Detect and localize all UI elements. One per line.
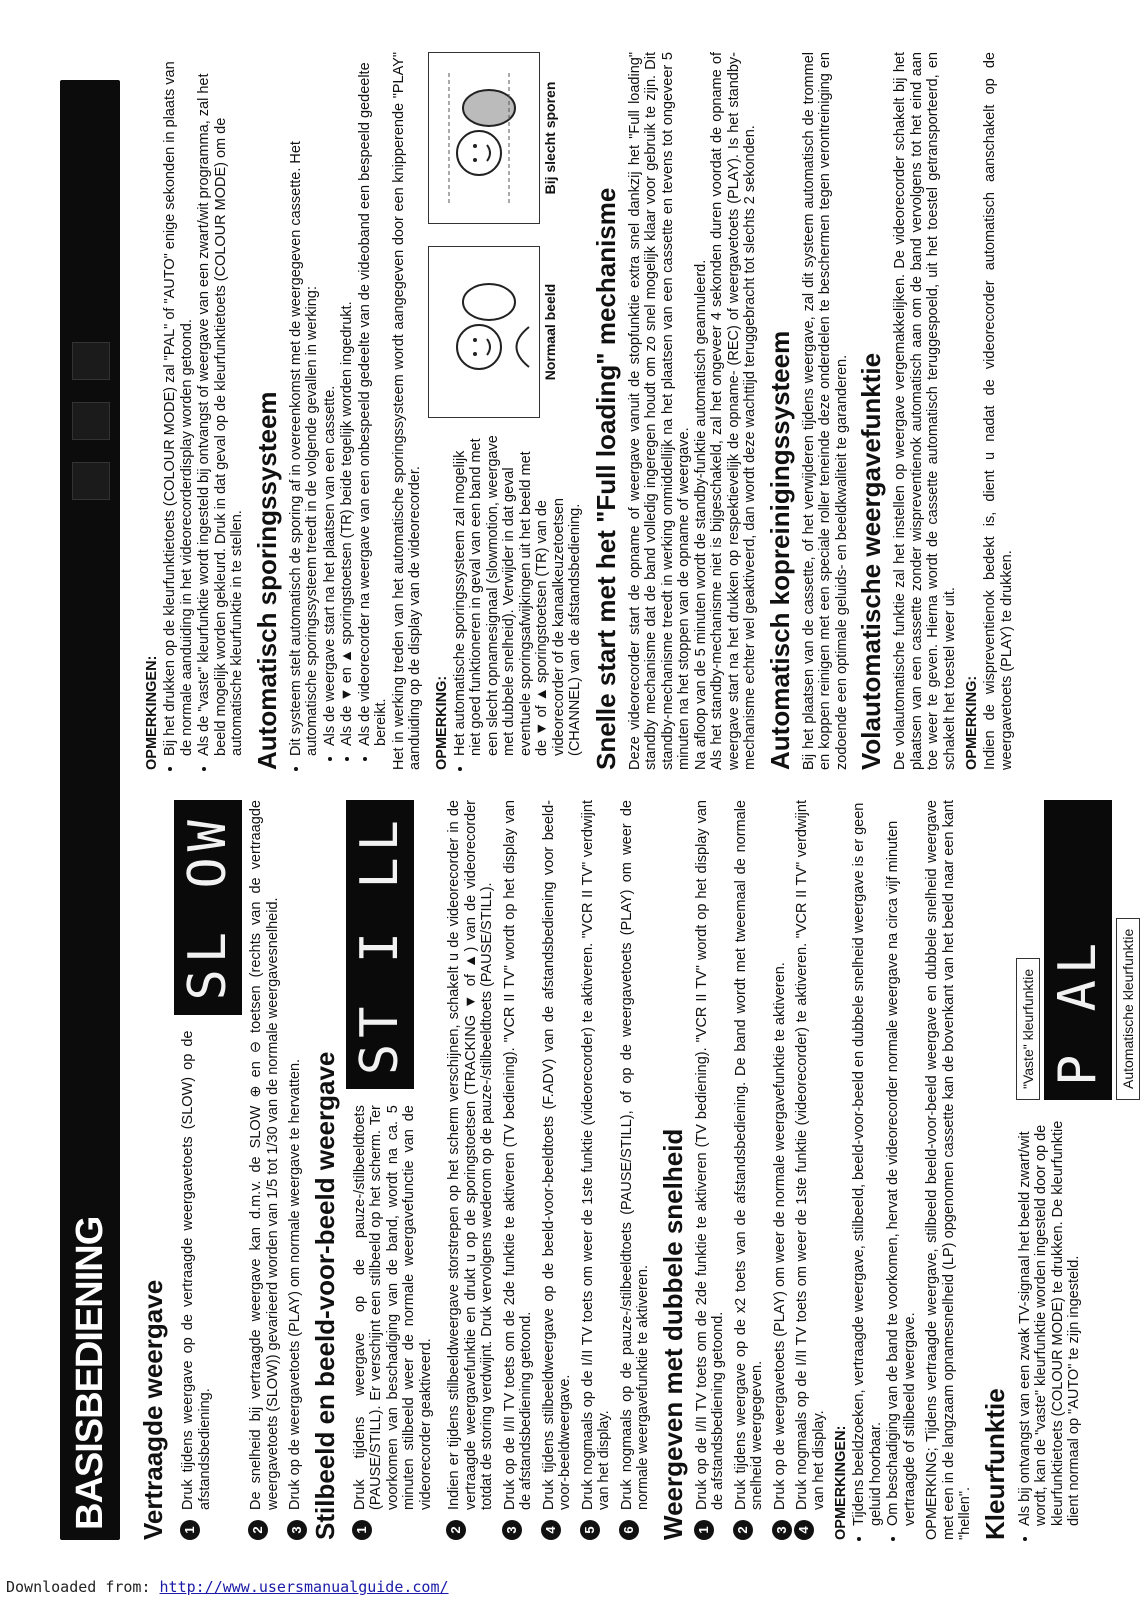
tracking-bullet-3: • Als de videorecorder na weergave van een onbespeeld gedeelte van de videoband een bespeeld gedeelte bereikt. <box>357 52 390 746</box>
display-pal: P AL <box>1044 800 1112 1100</box>
still-step-5: Druk nogmaals op de I/II TV toets om weer de 1ste funktie (videorecorder) te aktiveren. "VCR II TV" verdwijnt van het display. <box>579 800 612 1510</box>
section-title: BASISBEDIENING <box>69 1216 111 1530</box>
heading-full-loading: Snelle start met het "Full loading" mechanisme <box>590 187 621 770</box>
heading-head-cleaning: Automatisch kopreinigingssysteem <box>764 330 795 770</box>
full-auto-note: Indien de wispreventienok bedekt is, dient u nadat de videorecorder automatisch aanschakelt op de weergavetoets (PLAY) te drukken. <box>982 52 1015 770</box>
still-step-4: Druk tijdens stilbeeldweergave op de beeld-voor-beeldtoets (F.ADV) van de afstandsbediening voor beeld-voor-beeldweergave. <box>540 800 573 1510</box>
double-step-2: Druk tijdens weergave op de x2 toets van de afstandsbediening. De band wordt met tweemaal de normale snelheid weergegeven. <box>732 800 765 1510</box>
slow-step-3: Druk op de weergavetoets (PLAY) om normale weergave te hervatten. <box>287 1058 303 1510</box>
download-footer <box>6 1578 449 1596</box>
heading-slow-playback: Vertraagde weergave <box>138 1279 168 1540</box>
double-note-2: • Om beschadiging van de band te voorkomen, hervat de videorecorder normale weergave na circa vijf minuten vertraagde of stilbeeld weergave. <box>885 800 918 1526</box>
full-loading-p1: Deze videorecorder start de opname of weergave vanuit de stopfunktie extra snel dankzij het "Full loading" standby mechanisme dat de band volledig ingeregen houdt om zo snel mogelijk klaar voor gebruik te zijn. Dit standby-mechanisme treedt in werking onmiddellijk na het plaatsen van een cassette en tevens tot ongeveer 5 minuten na het stoppen van de opname of weergave. <box>626 52 692 770</box>
heading-double-speed: Weergeven met dubbele snelheid <box>657 1128 688 1540</box>
footer-prefix: Downloaded from: <box>6 1578 160 1596</box>
tracking-note-title: OPMERKING: <box>433 675 450 770</box>
label-fixed-colour: "Vaste" kleurfunktie <box>1016 958 1040 1100</box>
tracking-after: Het in werking treden van het automatische sporingssysteem wordt aangegeven door een knipperende "PLAY" aanduiding op de display van de videorecorder. <box>390 52 423 770</box>
heading-colour: Kleurfunktie <box>979 1388 1010 1540</box>
full-loading-p2: Na afloop van de 5 minuten wordt de standby-funktie automatisch geannuleerd. <box>692 259 709 770</box>
full-auto-p1: De volautomatische funktie zal het instellen op weergave vergemakkelijken. De videorecorder schakelt bij het plaatsen van een cassette zonder wispreventienok automatisch aan om de band vervolgens tot het eind aan toe weer te geven. Hierna wordt de cassette automatisch teruggespoeld, uit het toestel getransporteerd, en schakelt het toestel weer uit. <box>892 52 958 770</box>
tracking-bullet-1: • Als de weergave start na het plaatsen van een cassette. <box>322 52 339 746</box>
double-step-1: Druk op de I/II TV toets om de 2de funktie te aktiveren (TV bediening). "VCR II TV" wordt op het display van de afstandsbediening getoond. <box>693 800 726 1510</box>
full-loading-p3: Als het standby-mechanisme niet is bijgeschakeld, zal het ongeveer 4 sekonden duren voordat de opname of weergave start na het drukken op respektievelijk de opname- (REC) of weergavetoets (PLAY). Is het standby-mechanisme echter wel geaktiveerd, dan wordt deze wachttijd teruggebracht tot slechts 2 sekonden. <box>709 52 758 770</box>
tracking-bullet-2: • Als de ▼ en ▲ sporingstoetsen (TR) beide tegelijk worden ingedrukt. <box>339 52 356 746</box>
heading-still: Stilbeeld en beeld-voor-beeld weergave <box>309 1051 340 1540</box>
footer-link[interactable]: http://www.usersmanualguide.com/ <box>159 1578 449 1596</box>
slow-step-2: De snelheid bij vertraagde weergave kan d.m.v. de SLOW ⊕ en ⊖ toetsen (rechts van de vertraagde weergavetoets (SLOW)) gevarieerd worden van 1/5 tot 1/30 van de normale weergavesnelheid. <box>248 800 281 1510</box>
still-step-2: Indien er tijdens stilbeeldweergave storstrepen op het scherm verschijnen, schakelt u de videorecorder in de vertraagde weergavefunktie en drukt u op de sporingstoetsen (TRACKING ▼ of ▲) van de videorecorder totdat de storing verdwijnt. Druk vervolgens wederom op de pauze-/stilbeeldtoets (PAUSE/STILL). <box>446 800 495 1510</box>
label-auto-colour: Automatische kleurfunktie <box>1116 918 1140 1100</box>
still-step-3: Druk op de I/II TV toets om de 2de funktie te aktiveren (TV bediening). "VCR II TV" wordt op het display van de afstandsbediening getoond. <box>501 800 534 1510</box>
double-note-1: • Tijdens beeldzoeken, vertraagde weergave, stilbeeld, beeld-voor-beeld en dubbele snelheid weergave is er geen geluid hoorbaar. <box>851 800 884 1526</box>
normal-picture-illustration <box>428 246 540 418</box>
right-column <box>60 52 1060 770</box>
tracking-note: • Het automatische sporingssysteem zal mogelijk niet goed funktioneren in geval van een band met een slecht opnamesignaal (slowmotion, weergave met dubbele snelheid). Verwijder in dat geval eventuele sporingsafwijkingen uit het beeld met de ▼ of ▲ sporingstoetsen (TR) van de videorecorder of de kanaalkeuzetoetsen (CHANNEL) van de afstandsbediening. <box>452 434 584 756</box>
left-column: Vertraagde weergave 1 Druk tijdens weergave op de vertraagde weergavetoets (SLOW) op de afstandsbediening. SL OW 2 De snelheid bij vertraagde weergave kan d.m.v. de SLOW ⊕ en ⊖ toetsen (rechts van de vertraagde weergavetoets (SLOW)) gevarieerd worden van 1/5 tot 1/30 van de normale weergavesnelheid. 3 Druk op de weergavetoets (PLAY) om normale weergave te hervatten. Stilbeeld en beeld-voor-beeld weergave 1 Druk tijdens weergave op de pauze-/stilbeeldtoets (PAUSE/STILL). Er verschijnt een stilbeeld op het scherm. Ter voorkomen van beschadiging van de band, wordt na ca. 5 minuten stilbeeld weer de normale weergavefunctie van de videorecorder geaktiveerd. ST I LL 2 Indien er tijdens stilbeeldweergave storstrepen op het scherm verschijnen, schakelt u de videorecorder in de vertraagde weergavefunktie en drukt u op de sporingstoetsen (TRACKING ▼ of ▲) van de videorecorder totdat de storing verdwijnt. Druk vervolgens wederom op de pauze-/stilbeeldtoets (PAUSE/STILL). 3 Druk op de I/II TV toets om de 2de funktie te aktiveren (TV bediening). "VCR II TV" wordt op het display van de afstandsbediening getoond. 4 Druk tijdens stilbeeldweergave op de beeld-voor-beeldtoets (F.ADV) van de afstandsbediening voor beeld-voor-beeldweergave. 5 Druk nogmaals op de I/II TV toets om weer de 1ste funktie (videorecorder) te aktiveren. "VCR II TV" verdwijnt van het display. 6 Druk nogmaals op de pauze-/stilbeeldtoets (PAUSE/STILL), of op de weergavetoets (PLAY) om weer de normale weergavefunktie te aktiveren. Weergeven met dubbele snelheid 1 Druk op de I/II TV toets om de 2de funktie te aktiveren (TV bediening). "VCR II TV" wordt op het display van de afstandsbediening getoond. 2 Druk tijdens weergave op de x2 toets van de afstandsbediening. De band wordt met tweemaal de normale snelheid weergegeven. 3 Druk op de weergavetoets (PLAY) om weer de normale weergavefunktie te aktiveren. 4 Druk nogmaals op de I/II TV toets om weer de 1ste funktie (videorecorder) te aktiveren. "VCR II TV" verdwijnt van het display. OPMERKINGEN: • Tijdens beeldzoeken, vertraagde weergave, stilbeeld, beeld-voor-beeld en dubbele snelheid weergave is er geen geluid hoorbaar. • Om beschadiging van de band te voorkomen, hervat de videorecorder normale weergave na circa vijf minuten vertraagde of stilbeeld weergave. OPMERKING; Tijdens vertraagde weergave, stilbeeld beeld-voor-beeld weergave en dubbele snelheid weergave met een in de langzaam opnamesnelheid (LP) opgenomen cassette kan de bovenkant van het beeld naar een kant "hellen". Kleurfunktie • Als bij ontvangst van een zwak TV-signaal het beeld zwart/wit wordt, kan de "vaste" kleurfunktie worden ingesteld door op de kleurfunktietoets (COLOUR MODE) te drukken. De kleurfunktie dient normaal op "AUTO" te zijn ingesteld. "Vaste" kleurfunktie P AL Automatische kleurfunktie <box>60 800 1060 1540</box>
colour-bullet: • Als bij ontvangst van een zwak TV-signaal het beeld zwart/wit wordt, kan de "vaste" kleurfunktie worden ingesteld door op de kleurfunktietoets (COLOUR MODE) te drukken. De kleurfunktie dient normaal op "AUTO" te zijn ingesteld. <box>1017 1116 1083 1526</box>
slow-step-1: Druk tijdens weergave op de vertraagde weergavetoets (SLOW) op de afstandsbediening. <box>180 1030 213 1510</box>
colour-note-1: • Bij het drukken op de kleurfunktietoets (COLOUR MODE) zal "PAL" of "AUTO" enige sekonden in plaats van de normale aanduiding in het videorecorderdisplay worden getoond. <box>162 52 195 756</box>
full-auto-note-title: OPMERKING: <box>964 675 980 770</box>
double-remark: OPMERKING; Tijdens vertraagde weergave, stilbeeld beeld-voor-beeld weergave en dubbele snelheid weergave met een in de langzaam opnamesnelheid (LP) opgenomen cassette kan de bovenkant van het beeld naar een kant "hellen". <box>924 800 973 1540</box>
heading-full-auto: Volautomatische weergavefunktie <box>856 352 886 770</box>
bad-tracking-illustration <box>428 52 540 224</box>
double-step-3: Druk op de weergavetoets (PLAY) om weer de normale weergavefunktie te aktiveren. <box>771 962 788 1510</box>
display-still: ST I LL <box>346 800 414 1089</box>
display-slow: SL OW <box>174 800 242 1015</box>
colour-note-2: • Als de "vaste" kleurfunktie wordt ingesteld bij ontvangst of weergave van een zwart/wit programma, zal het beeld mogelijk worden gekleurd. Druk in dat geval op de kleurfunktietoets (COLOUR MODE) om de automatische kleurfunktie in te stellen. <box>196 52 246 756</box>
colour-notes-title: OPMERKINGEN: <box>144 655 160 770</box>
heading-tracking: Automatisch sporingssysteem <box>251 391 282 770</box>
caption-bad: Bij slecht sporen <box>541 81 558 195</box>
caption-normal: Normaal beeld <box>541 283 558 381</box>
double-step-4: Druk nogmaals op de I/II TV toets om weer de 1ste funktie (videorecorder) te aktiveren. "VCR II TV" verdwijnt van het display. <box>794 800 827 1510</box>
double-notes-title: OPMERKINGEN: <box>833 1425 849 1540</box>
tracking-intro: • Dit systeem stelt automatisch de sporing af in overeenkomst met de weergegeven cassette. Het automatische sporingssysteem treedt in de volgende gevallen in werking: <box>288 52 321 756</box>
manual-page <box>60 52 1136 1540</box>
still-step-6: Druk nogmaals op de pauze-/stilbeeldtoets (PAUSE/STILL), of op de weergavetoets (PLAY) om weer de normale weergavefunktie te aktiveren. <box>618 800 651 1510</box>
cleaning-p1: Bij het plaatsen van de cassette, of het verwijderen tijdens weergave, zal dit systeem automatisch de trommel en koppen reinigen met een speciale roller teneinde deze onderdelen te beschermen tegen verontreiniging en zodoende een optimale geluids- en beeldkwaliteit te garanderen. <box>800 52 850 770</box>
still-step-1: Druk tijdens weergave op de pauze-/stilbeeldtoets (PAUSE/STILL). Er verschijnt een stilbeeld op het scherm. Ter voorkomen van beschadiging van de band, wordt na ca. 5 minuten stilbeeld weer de normale weergavefunctie van de videorecorder geaktiveerd. <box>351 1105 434 1510</box>
